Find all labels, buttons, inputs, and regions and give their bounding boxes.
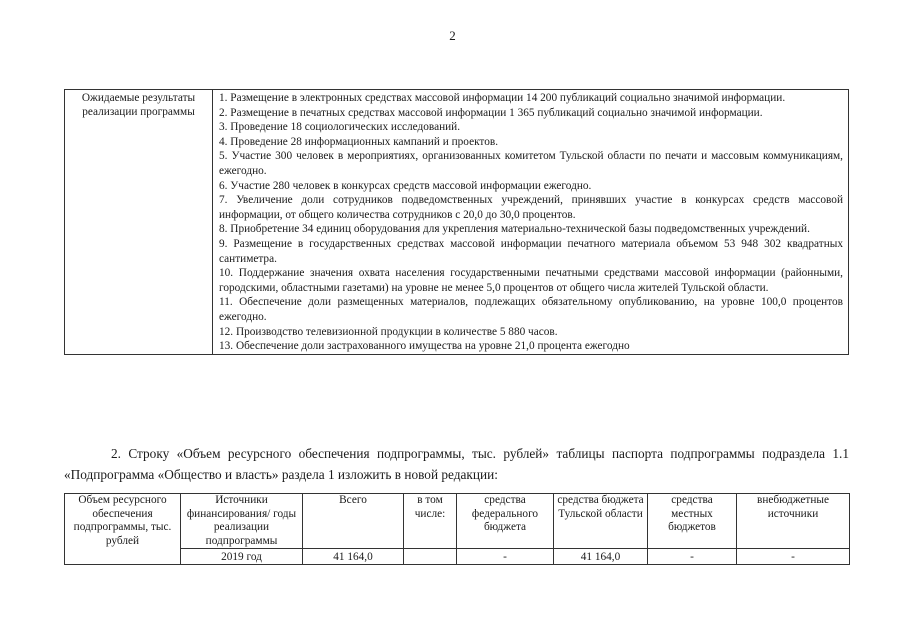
funding-header-including: в том числе: <box>404 494 457 549</box>
expected-results-table <box>64 89 849 355</box>
funding-header-extra: внебюджетные источники <box>737 494 850 549</box>
funding-header-total: Всего <box>303 494 404 549</box>
page-number: 2 <box>449 28 456 43</box>
result-item: 3. Проведение 18 социологических исследований. <box>219 121 461 134</box>
funding-year: 2019 год <box>181 549 303 565</box>
result-item: 10. Поддержание значения охвата населения государственными печатными средствами массовой информации (районными, городскими, областными газетами) на уровне не менее 5,0 процентов от общего числа жителей Тульской области. <box>219 267 843 294</box>
funding-header-sources: Источники финансирования/ годы реализации подпрограммы <box>181 494 303 549</box>
funding-total: 41 164,0 <box>303 549 404 565</box>
funding-header-regional: средства бюджета Тульской области <box>554 494 648 549</box>
result-item: 7. Увеличение доли сотрудников подведомственных учреждений, принявших участие в конкурсах средств массовой информации, от общего количества сотрудников с 20,0 до 30,0 процентов. <box>219 194 843 221</box>
funding-header-federal: средства федерального бюджета <box>457 494 554 549</box>
result-item: 9. Размещение в государственных средствах массовой информации печатного материала объемом 53 948 302 квадратных сантиметра. <box>219 237 843 265</box>
result-item: 2. Размещение в печатных средствах массовой информации 1 365 публикаций социально значимой информации. <box>219 106 763 119</box>
table-row <box>65 549 850 565</box>
funding-regional: 41 164,0 <box>554 549 648 565</box>
result-item: 1. Размещение в электронных средствах массовой информации 14 200 публикаций социально значимой информации. <box>219 92 786 104</box>
result-item: 13. Обеспечение доли застрахованного имущества на уровне 21,0 процента ежегодно <box>219 340 630 353</box>
funding-federal: - <box>457 549 554 565</box>
funding-local: - <box>648 549 737 565</box>
expected-results-list <box>213 90 849 355</box>
amendment-paragraph: 2. Строку «Объем ресурсного обеспечения подпрограммы, тыс. рублей» таблицы паспорта подпрограммы подраздела 1.1 «Подпрограмма «Общество и власть» раздела 1 изложить в новой редакции: <box>64 446 849 482</box>
funding-header-volume: Объем ресурсного обеспечения подпрограммы, тыс. рублей <box>65 494 181 565</box>
funding-table <box>64 493 850 565</box>
result-item: 5. Участие 300 человек в мероприятиях, организованных комитетом Тульской области по печати и массовым коммуникациям, ежегодно. <box>219 150 843 177</box>
funding-including-cell <box>404 549 457 565</box>
result-item: 4. Проведение 28 информационных кампаний и проектов. <box>219 135 499 148</box>
result-item: 8. Приобретение 34 единиц оборудования для укрепления материально-технической базы подведомственных учреждений. <box>219 223 810 236</box>
result-item: 11. Обеспечение доли размещенных материалов, подлежащих обязательному опубликованию, на уровне 100,0 процентов ежегодно. <box>219 296 843 323</box>
funding-extra: - <box>737 549 850 565</box>
funding-header-local: средства местных бюджетов <box>648 494 737 549</box>
expected-results-label: Ожидаемые результаты реализации программы <box>65 90 213 355</box>
result-item: 12. Производство телевизионной продукции в количестве 5 880 часов. <box>219 325 558 338</box>
result-item: 6. Участие 280 человек в конкурсах средств массовой информации ежегодно. <box>219 179 592 192</box>
